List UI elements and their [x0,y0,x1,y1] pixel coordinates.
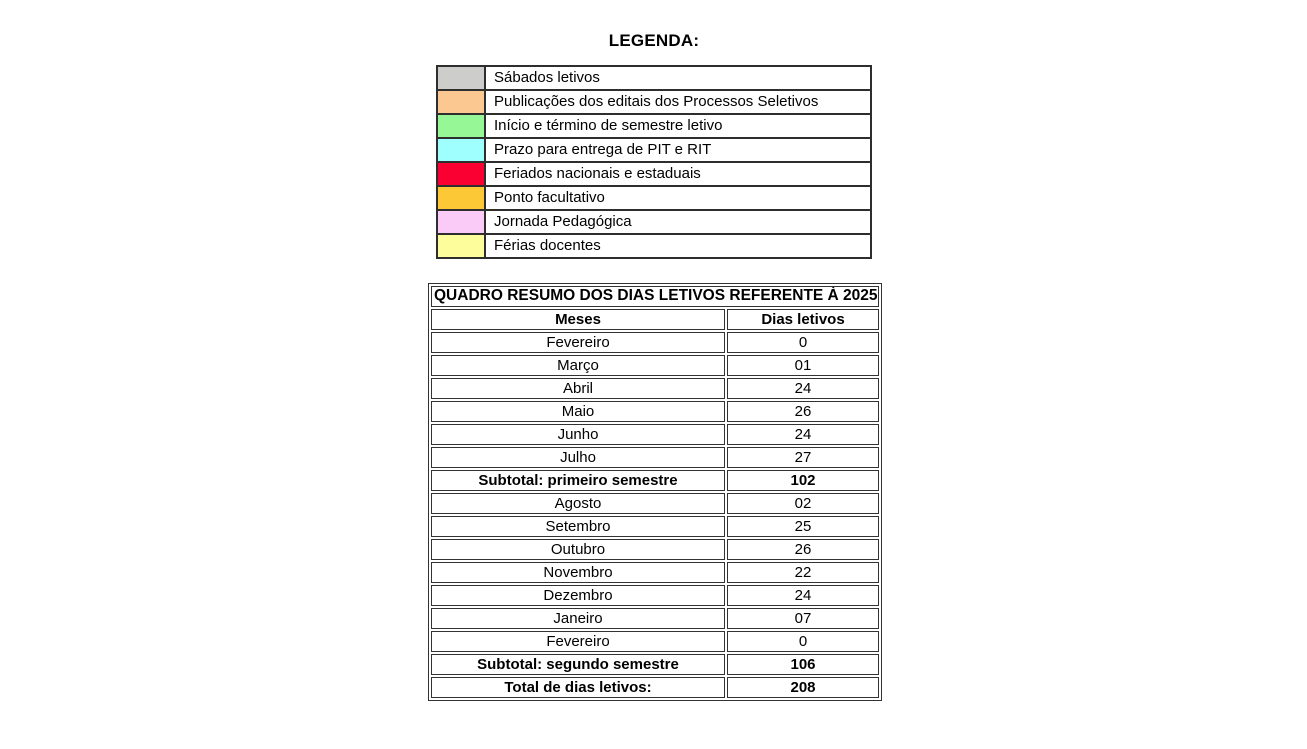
legend-row [437,90,871,114]
legend-item-label: Sábados letivos [485,66,871,90]
legend-item-label: Prazo para entrega de PIT e RIT [485,138,871,162]
month-cell: Subtotal: segundo semestre [431,654,725,675]
month-cell: Fevereiro [431,332,725,353]
legend-color-swatch-light-pink [437,210,485,234]
legend-color-swatch-peach [437,90,485,114]
summary-month-row [431,378,879,399]
summary-total-row [431,470,879,491]
days-cell: 24 [727,424,879,445]
legend-table [436,65,872,259]
days-cell: 0 [727,631,879,652]
days-cell: 0 [727,332,879,353]
legend-row [437,186,871,210]
month-cell: Março [431,355,725,376]
month-cell: Maio [431,401,725,422]
summary-month-row [431,585,879,606]
month-cell: Outubro [431,539,725,560]
month-cell: Novembro [431,562,725,583]
days-cell: 26 [727,539,879,560]
legend-color-swatch-gray [437,66,485,90]
month-cell: Subtotal: primeiro semestre [431,470,725,491]
days-cell: 22 [727,562,879,583]
legend-item-label: Feriados nacionais e estaduais [485,162,871,186]
summary-month-row [431,355,879,376]
summary-table-body [431,286,879,698]
days-cell: 07 [727,608,879,629]
column-header-meses: Meses [431,309,725,330]
month-cell: Agosto [431,493,725,514]
days-cell: 208 [727,677,879,698]
days-cell: 25 [727,516,879,537]
days-cell: 102 [727,470,879,491]
days-cell: 02 [727,493,879,514]
days-cell: 106 [727,654,879,675]
summary-month-row [431,562,879,583]
legend-color-swatch-light-green [437,114,485,138]
summary-month-row [431,516,879,537]
legend-row [437,162,871,186]
legend-color-swatch-light-cyan [437,138,485,162]
legend-row [437,66,871,90]
legend-title: LEGENDA: [608,31,700,50]
summary-header-row [431,309,879,330]
summary-month-row [431,447,879,468]
month-cell: Abril [431,378,725,399]
legend-row [437,114,871,138]
column-header-dias-letivos: Dias letivos [727,309,879,330]
summary-total-row [431,677,879,698]
legend-color-swatch-light-yellow [437,234,485,258]
days-cell: 27 [727,447,879,468]
summary-month-row [431,401,879,422]
days-cell: 26 [727,401,879,422]
summary-table [428,283,882,701]
legend-color-swatch-amber [437,186,485,210]
legend-row [437,234,871,258]
legend-table-body [437,66,871,258]
legend-item-label: Publicações dos editais dos Processos Seletivos [485,90,871,114]
summary-title-row [431,286,879,307]
summary-month-row [431,608,879,629]
summary-total-row [431,654,879,675]
month-cell: Fevereiro [431,631,725,652]
month-cell: Setembro [431,516,725,537]
month-cell: Dezembro [431,585,725,606]
summary-month-row [431,424,879,445]
month-cell: Julho [431,447,725,468]
days-cell: 24 [727,378,879,399]
days-cell: 24 [727,585,879,606]
summary-table-title: QUADRO RESUMO DOS DIAS LETIVOS REFERENTE À 2025 [431,286,879,307]
legend-item-label: Ponto facultativo [485,186,871,210]
legend-color-swatch-red [437,162,485,186]
month-cell: Junho [431,424,725,445]
legend-item-label: Férias docentes [485,234,871,258]
month-cell: Janeiro [431,608,725,629]
summary-month-row [431,332,879,353]
summary-month-row [431,493,879,514]
legend-row [437,210,871,234]
legend-item-label: Início e término de semestre letivo [485,114,871,138]
legend-item-label: Jornada Pedagógica [485,210,871,234]
days-cell: 01 [727,355,879,376]
month-cell: Total de dias letivos: [431,677,725,698]
summary-month-row [431,539,879,560]
legend-row [437,138,871,162]
summary-month-row [431,631,879,652]
